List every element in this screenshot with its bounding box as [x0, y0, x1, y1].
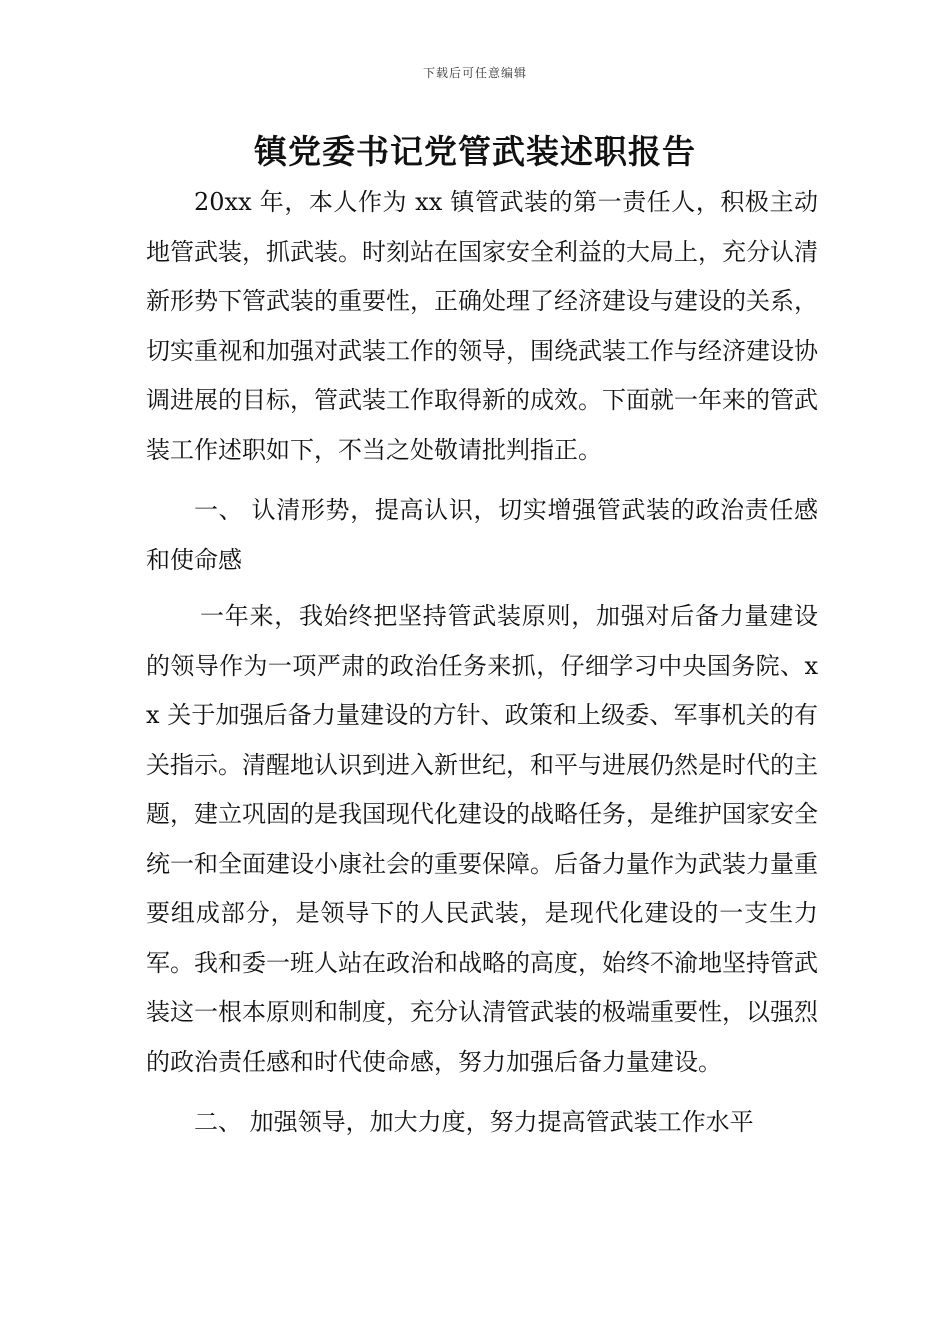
section-heading-2: 二、 加强领导，加大力度，努力提高管武装工作水平 — [194, 1108, 754, 1136]
document-body — [146, 178, 818, 1148]
section-heading-1: 一、 认清形势，提高认识，切实增强管武装的政治责任感和使命感 — [146, 496, 818, 574]
paragraph-section-1: 一年来，我始终把坚持管武装原则，加强对后备力量建设的领导作为一项严肃的政治任务来抓，仔细学习中央国务院、xx 关于加强后备力量建设的方针、政策和上级委、军事机关的有关指示。清醒地认识到进入新世纪，和平与进展仍然是时代的主题，建立巩固的是我国现代化建设的战略任务，是维护国家安全统一和全面建设小康社会的重要保障。后备力量作为武装力量重要组成部分，是领导下的人民武装，是现代化建设的一支生力军。我和委一班人站在政治和战略的高度，始终不渝地坚持管武装这一根本原则和制度，充分认清管武装的极端重要性，以强烈的政治责任感和时代使命感，努力加强后备力量建设。 — [146, 602, 818, 1076]
paragraph-intro: 20xx 年，本人作为 xx 镇管武装的第一责任人，积极主动地管武装，抓武装。时刻站在国家安全利益的大局上，充分认清新形势下管武装的重要性，正确处理了经济建设与建设的关系，切实重视和加强对武装工作的领导，围绕武装工作与经济建设协调进展的目标，管武装工作取得新的成效。下面就一年来的管武装工作述职如下，不当之处敬请批判指正。 — [146, 188, 818, 464]
document-title: 镇党委书记党管武装述职报告 — [254, 132, 696, 171]
header-note: 下载后可任意编辑 — [422, 66, 527, 80]
